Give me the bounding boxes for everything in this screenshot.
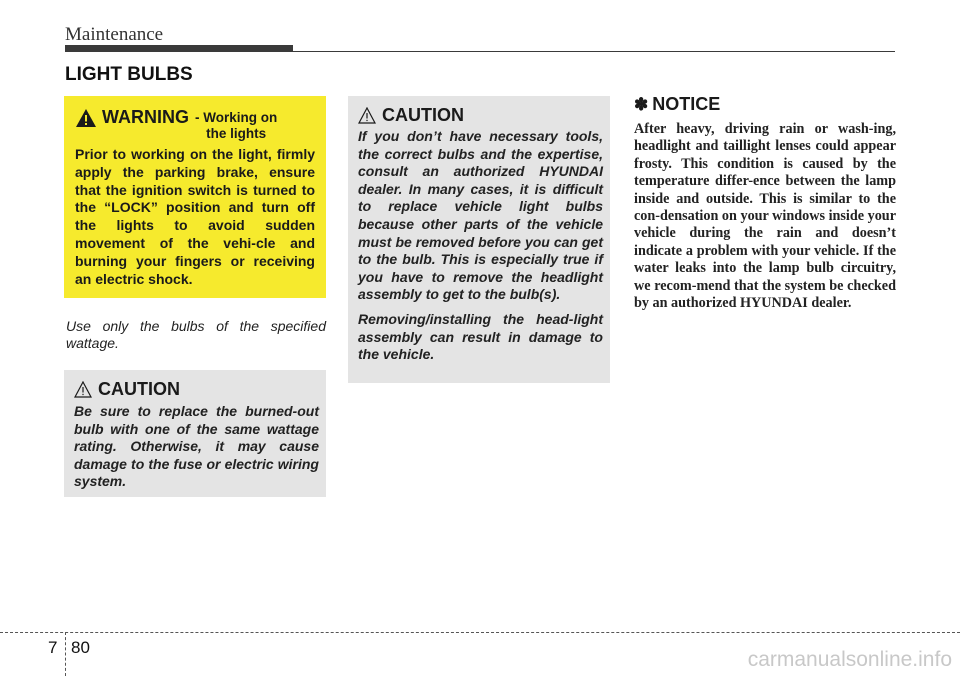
usage-note: Use only the bulbs of the specified wattage. [66,318,326,351]
warning-header [75,107,315,142]
caution-box-middle [348,96,610,383]
caution-paragraph-2: Removing/installing the head-light assembly can result in damage to the vehicle. [358,310,603,363]
notice-star-icon: ✽ [634,94,649,114]
footer-rule [0,632,960,633]
page-number: 80 [71,638,90,657]
header-bar [65,45,293,52]
watermark: carmanualsonline.info [747,648,952,671]
warning-body: Prior to working on the light, firmly apply the parking brake, ensure that the ignition switch is turned to the “LOCK” position and turn off the lights to avoid sudden movement of the vehi-cle and burning your fingers or receiving an electric shock. [75,146,315,287]
warning-subtitle [195,110,277,142]
page-header-title: Maintenance [65,24,164,45]
caution-body: Be sure to replace the burned-out bulb with one of the same wattage rating. Otherwise, it may cause damage to the fuse or electric wiring system. [74,403,319,490]
warning-subtitle-line1: - Working on [195,110,278,125]
warning-box [64,96,326,298]
warning-subtitle-line2: the lights [206,126,267,141]
warning-label: WARNING [102,107,189,127]
caution-header [74,379,319,399]
caution-triangle-icon [74,381,92,398]
chapter-number: 7 [48,638,58,657]
caution-label: CAUTION [382,105,464,125]
caution-triangle-icon [358,107,376,124]
caution-header [358,105,603,125]
caution-label: CAUTION [98,379,180,399]
caution-paragraph-1: If you don’t have necessary tools, the correct bulbs and the expertise, consult an authorized HYUNDAI dealer. In many cases, it is difficult to replace vehicle light bulbs because other parts of the vehicle must be removed before you can get to the bulb. This is especially true if you have to remove the headlight assembly to get to the bulb(s). [358,128,603,303]
header-rule [293,51,895,52]
notice-label: NOTICE [652,94,721,114]
section-title: LIGHT BULBS [65,64,193,85]
footer-divider [65,632,66,676]
warning-triangle-icon [75,108,97,128]
notice-body: After heavy, driving rain or wash-ing, headlight and taillight lenses could appear frosty. This condition is caused by the temperature differ-ence between the lamp inside and outside. This is similar to the con-densation on your windows inside your vehicle during the rain and doesn’t indicate a problem with your vehicle. If the water leaks into the lamp bulb circuitry, we recom-mend that the system be checked by an authorized HYUNDAI dealer. [634,121,896,312]
notice-header [634,94,720,115]
caution-box-left [64,370,326,497]
caution-body [358,128,603,364]
